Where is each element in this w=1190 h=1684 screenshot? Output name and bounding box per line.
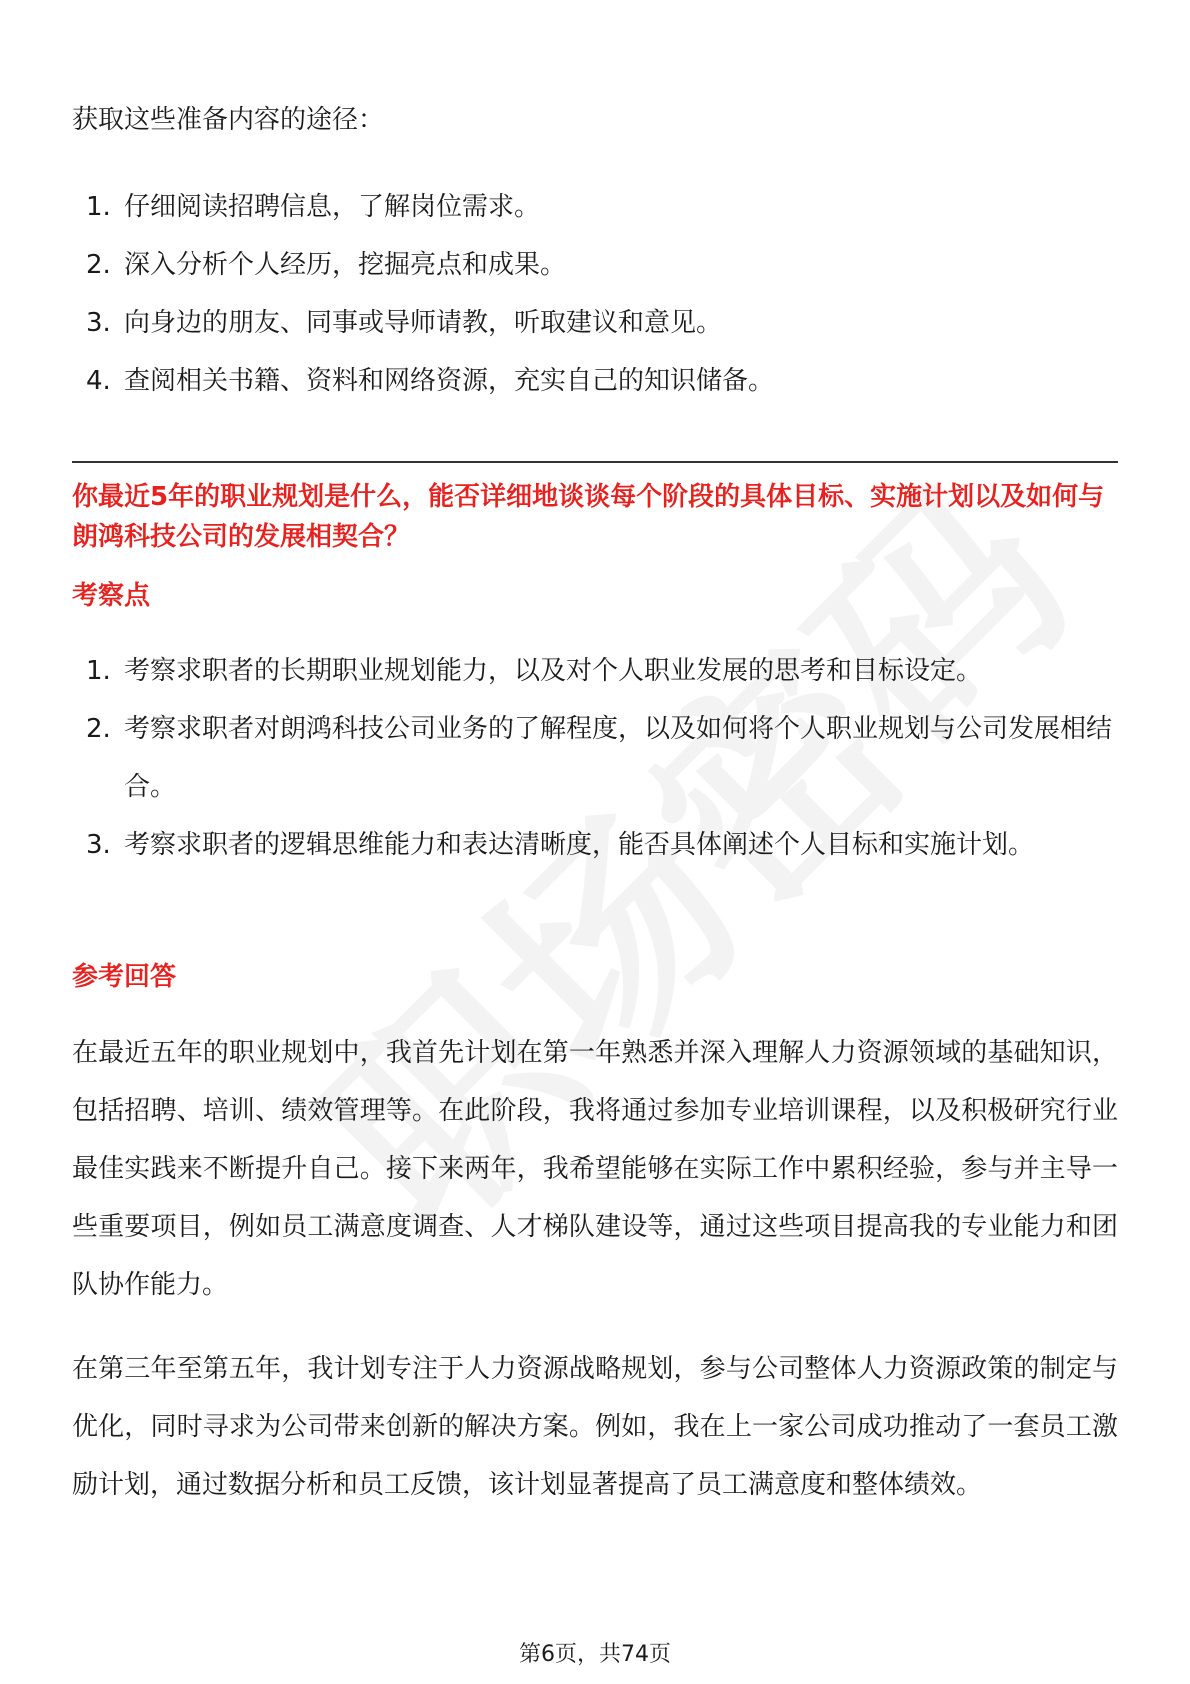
list-number: 3.	[86, 830, 111, 860]
list-item-text: 查阅相关书籍、资料和网络资源，充实自己的知识储备。	[124, 366, 775, 396]
intro-text: 获取这些准备内容的途径：	[72, 105, 385, 135]
list-item-text: 深入分析个人经历，挖掘亮点和成果。	[124, 250, 567, 280]
page-footer: 第6页，共74页	[519, 1642, 671, 1667]
list-item	[72, 236, 1118, 294]
list-item	[72, 642, 1118, 700]
list-item	[72, 700, 1118, 816]
list-number: 3.	[86, 308, 111, 338]
list-number: 4.	[86, 366, 111, 396]
answer-heading: 参考回答	[72, 962, 177, 992]
prep-list	[72, 178, 1118, 410]
list-item-text: 考察求职者对朗鸿科技公司业务的了解程度，以及如何将个人职业规划与公司发展相结合。	[124, 714, 1113, 802]
list-item	[72, 816, 1118, 874]
list-item	[72, 294, 1118, 352]
list-item-text: 考察求职者的逻辑思维能力和表达清晰度，能否具体阐述个人目标和实施计划。	[124, 830, 1035, 860]
answer-paragraph: 在第三年至第五年，我计划专注于人力资源战略规划，参与公司整体人力资源政策的制定与优化，同时寻求为公司带来创新的解决方案。例如，我在上一家公司成功推动了一套员工激励计划，通过数据分析和员工反馈，该计划显著提高了员工满意度和整体绩效。	[72, 1354, 1118, 1500]
list-item-text: 向身边的朋友、同事或导师请教，听取建议和意见。	[124, 308, 723, 338]
list-item	[72, 178, 1118, 236]
list-item-text: 考察求职者的长期职业规划能力，以及对个人职业发展的思考和目标设定。	[124, 656, 983, 686]
list-number: 1.	[86, 192, 111, 222]
list-number: 1.	[86, 656, 111, 686]
focus-heading: 考察点	[72, 581, 151, 611]
list-number: 2.	[86, 250, 111, 280]
section-divider	[72, 461, 1118, 463]
focus-list	[72, 642, 1118, 874]
interview-question: 你最近5年的职业规划是什么，能否详细地谈谈每个阶段的具体目标、实施计划以及如何与朗鸿科技公司的发展相契合？	[72, 482, 1105, 552]
list-item-text: 仔细阅读招聘信息，了解岗位需求。	[124, 192, 541, 222]
answer-paragraph: 在最近五年的职业规划中，我首先计划在第一年熟悉并深入理解人力资源领域的基础知识，包括招聘、培训、绩效管理等。在此阶段，我将通过参加专业培训课程，以及积极研究行业最佳实践来不断提升自己。接下来两年，我希望能够在实际工作中累积经验，参与并主导一些重要项目，例如员工满意度调查、人才梯队建设等，通过这些项目提高我的专业能力和团队协作能力。	[72, 1038, 1118, 1300]
document-page	[72, 0, 1118, 1684]
list-item	[72, 352, 1118, 410]
list-number: 2.	[86, 714, 111, 744]
